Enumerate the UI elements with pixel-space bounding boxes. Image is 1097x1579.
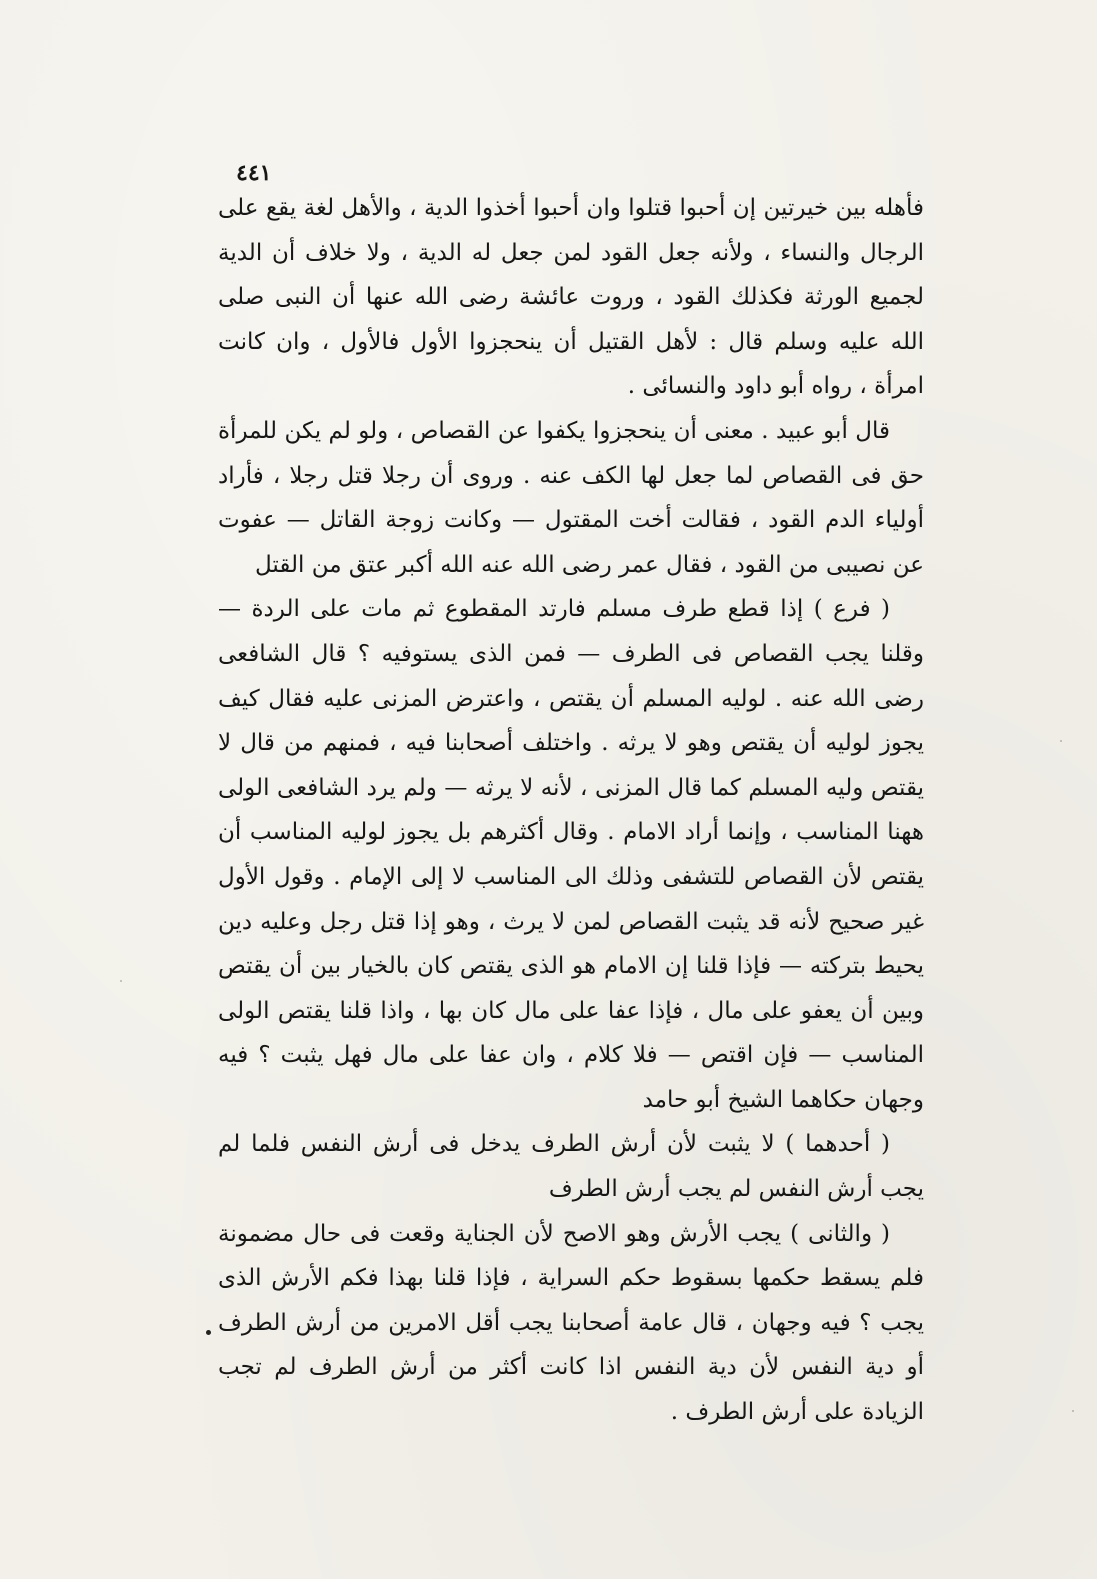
paragraph-5: ( والثانى ) يجب الأرش وهو الاصح لأن الجناية وقعت فى حال مضمونة فلم يسقط حكمها بسقوط حكم السراية ، فإذا قلنا بهذا فكم الأرش الذى يجب ؟ فيه وجهان ، قال عامة أصحابنا يجب أقل الامرين من أرش الطرف أو دية النفس لأن دية النفس اذا كانت أكثر من أرش الطرف لم تجب الزيادة على أرش الطرف .	[218, 1220, 924, 1426]
paragraph-3: ( فرع ) إذا قطع طرف مسلم فارتد المقطوع ثم مات على الردة — وقلنا يجب القصاص فى الطرف — فمن الذى يستوفيه ؟ قال الشافعى رضى الله عنه . لوليه المسلم أن يقتص ، واعترض المزنى عليه فقال كيف يجوز لوليه أن يقتص وهو لا يرثه . واختلف أصحابنا فيه ، فمنهم من قال لا يقتص وليه المسلم كما قال المزنى ، لأنه لا يرثه — ولم يرد الشافعى الولى ههنا المناسب ، وإنما أراد الامام . وقال أكثرهم بل يجوز لوليه المناسب أن يقتص لأن القصاص للتشفى وذلك الى المناسب لا إلى الإمام . وقول الأول غير صحيح لأنه قد يثبت القصاص لمن لا يرث ، وهو إذا قتل رجل وعليه دين يحيط بتركته — فإذا قلنا إن الامام هو الذى يقتص كان بالخيار بين أن يقتص وبين أن يعفو على مال ، فإذا عفا على مال كان بها ، واذا قلنا يقتص الولى المناسب — فإن اقتص — فلا كلام ، وان عفا على مال فهل يثبت ؟ فيه وجهان حكاهما الشيخ أبو حامد	[218, 596, 924, 1113]
paragraph-1: فأهله بين خيرتين إن أحبوا قتلوا وان أحبوا أخذوا الدية ، والأهل لغة يقع على الرجال والنساء ، ولأنه جعل القود لمن جعل له الدية ، ولا خلاف أن الدية لجميع الورثة فكذلك القود ، وروت عائشة رضى الله عنها أن النبى صلى الله عليه وسلم قال : لأهل القتيل أن ينحجزوا الأول فالأول ، وان كانت امرأة ، رواه أبو داود والنسائى .	[218, 195, 924, 400]
body-text	[218, 186, 924, 1435]
page-number: ٤٤١	[236, 160, 272, 186]
paper-speck	[120, 980, 122, 982]
paragraph-4: ( أحدهما ) لا يثبت لأن أرش الطرف يدخل فى أرش النفس فلما لم يجب أرش النفس لم يجب أرش الطرف	[218, 1131, 924, 1203]
paper-speck	[1072, 1410, 1074, 1412]
end-dot	[206, 1330, 211, 1335]
paragraph-2: قال أبو عبيد . معنى أن ينحجزوا يكفوا عن القصاص ، ولو لم يكن للمرأة حق فى القصاص لما جعل لها الكف عنه . وروى أن رجلا قتل رجلا ، فأراد أولياء الدم القود ، فقالت أخت المقتول — وكانت زوجة القاتل — عفوت عن نصيبى من القود ، فقال عمر رضى الله عنه الله أكبر عتق من القتل	[218, 417, 924, 578]
paper-speck	[1060, 740, 1062, 742]
